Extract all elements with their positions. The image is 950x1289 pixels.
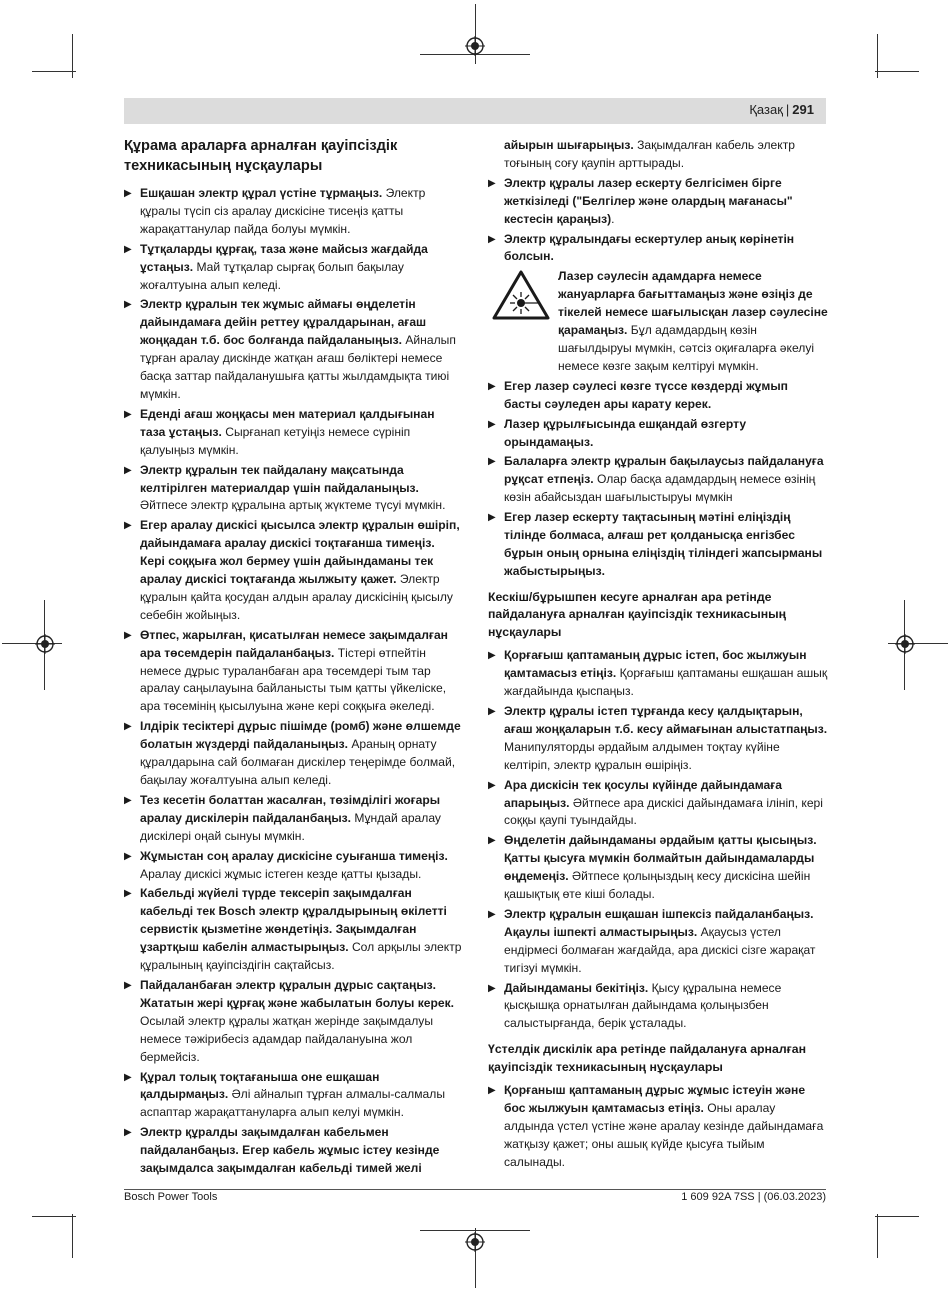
item-bold-text: Құрал толық тоқтағаныша оне ешқашан қалдырмаңыз. [140, 1069, 380, 1102]
page-number: 291 [792, 102, 814, 117]
registration-mark-icon [895, 634, 915, 654]
item-bold-text: Электр құралды зақымдалған кабельмен пайдаланбаңыз. Егер кабель жұмыс істеу кезінде зақымдалса зақымдалған кабельді тимей желі [140, 1125, 440, 1176]
list-item [124, 792, 462, 846]
item-text: Ақаусыз үстел ендірмесі болмаған жағдайда, ара дискісі сізге жарақат тигізуі мүмкін. [504, 924, 816, 975]
item-text: Олар басқа адамдардың немесе өзінің көзін абайсыздан шағылыстыруы мүмкін [504, 472, 816, 505]
header-text [749, 102, 814, 117]
bullet-icon: ▶ [124, 1071, 132, 1083]
left-column [124, 137, 462, 1180]
item-text: Манипуляторды әрдайым алдымен тоқтау күйіне келтіріп, электр құралын өшіріңіз. [504, 739, 780, 772]
registration-mark-icon [465, 36, 485, 56]
crop-mark [32, 1216, 76, 1217]
list-item [124, 885, 462, 975]
laser-warning-text: Бұл адамдардың көзін шағылдыруы мүмкін, сәтсіз оқиғаларға әкелуі немесе көзге зақым келтіруі мүмкін. [558, 323, 815, 373]
bullet-icon: ▶ [124, 520, 132, 532]
item-text: Араның орнату құралдарына сай болмаған дискілер теңерімде болмай, бақылау жоғалтуына алып келеді. [140, 737, 456, 787]
list-item [124, 1124, 462, 1178]
list-item [488, 1082, 828, 1172]
item-text: Осылай электр құралы жатқан жерінде зақымдалуы немесе тәжірибесіз адамдар пайдалануына жол бермейсіз. [140, 1013, 434, 1064]
bullet-icon: ▶ [488, 705, 496, 717]
item-text: Мұндай аралау дискілері оңай сынуы мүмкін. [140, 810, 441, 843]
item-bold-text: Пайдаланбаған электр құралын дұрыс сақтаңыз. Жататын жері құрғақ және жабылатын болуы керек. [140, 977, 455, 1010]
item-bold-text: Едендi ағаш жоңқасы мен материал қалдығынан таза ұстаңыз. [140, 406, 435, 439]
item-bold-text: Қорғағыш қаптаманың дұрыс істеп, бос жылжуын қамтамасыз етіңіз. [504, 648, 807, 681]
item-bold-text: Электр құралын тек пайдалану мақсатында келтірілген материалдар үшін пайдаланыңыз. [140, 462, 419, 495]
laser-warning-icon [492, 270, 550, 320]
bullet-icon: ▶ [488, 1085, 496, 1097]
bullet-icon: ▶ [124, 464, 132, 476]
item-text: Зақымдалған кабель электр тоғының соғу қаупін арттырады. [504, 138, 795, 170]
list-item [488, 647, 828, 701]
item-text: Май тұтқалар сырғақ болып бақылау жоғалтуына алып келеді. [140, 259, 404, 292]
registration-mark-icon [35, 634, 55, 654]
bullet-icon: ▶ [488, 908, 496, 920]
list-item [488, 509, 828, 581]
laser-warning-bold: Лазер сәулесін адамдарға немесе жануарларға бағыттамаңыз және өзіңіз де тікелей немесе шағылысқан лазер сәулесіне қарамаңыз. [558, 269, 828, 338]
item-text: Оны аралау алдында үстел үстіне және аралау кезінде дайындамаға жатқызу қажет; оны ашық күйде қысуға тыйым салынады. [504, 1101, 824, 1169]
list-item [488, 416, 828, 452]
list-item [124, 1069, 462, 1123]
bullet-icon: ▶ [124, 243, 132, 255]
item-text: Аралау дискісі жұмыс істеген кезде қатты қызады. [140, 866, 422, 881]
item-bold-text: Егер лазер сәулесі көзге түссе көздерді жұмып басты сәуледен ары карату керек. [504, 378, 788, 411]
list-item [124, 462, 462, 516]
safety-list [124, 185, 462, 1178]
item-bold-text: Ара дискісін тек қосулы күйінде дайындамаға апарыңыз. [504, 777, 783, 810]
safety-list [488, 175, 828, 267]
list-item [124, 627, 462, 717]
bullet-icon: ▶ [124, 629, 132, 641]
list-item [124, 977, 462, 1067]
continued-paragraph [488, 137, 828, 173]
item-text: Электр құралы түсіп сіз аралау дискісіне тисеңіз қатты жарақаттанулар пайда болуы мүмкін. [140, 186, 426, 236]
list-item [488, 378, 828, 414]
item-bold-text: Өңделетін дайындаманы әрдайым қатты қысыңыз. Қатты қысуға мүмкін болмайтын дайындамаларды өңдемеңіз. [504, 833, 817, 884]
bullet-icon: ▶ [124, 979, 132, 991]
item-text: Тістері өтпейтін немесе дұрыс тураланбаған ара төсемдері тым тар аралау саңылауына байланысты тым қатты үйкеліске, ара төсемінің қысылуына және кері соққыға әкеледі. [140, 645, 447, 714]
item-text: Электр құралын қайта қосудан алдын аралау дискісінің қысылу себебін жойыңыз. [140, 572, 453, 622]
right-column [488, 137, 828, 1174]
item-bold-text: Тұтқаларды құрғақ, таза және майсыз жағдайда ұстаңыз. [140, 241, 428, 274]
safety-list [488, 647, 828, 1033]
list-item [488, 703, 828, 775]
bullet-icon: ▶ [124, 188, 132, 199]
bullet-icon: ▶ [124, 794, 132, 806]
item-bold-text: Электр құралын ешқашан ішпексіз пайдаланбаңыз. Ақаулы ішпекті алмастырыңыз. [504, 906, 814, 939]
item-bold-text: Өтпес, жарылған, қисатылған немесе зақымдалған ара төсемдерін пайдаланбаңыз. [140, 627, 448, 660]
bullet-icon: ▶ [124, 721, 132, 733]
bullet-icon: ▶ [488, 835, 496, 847]
footer-rule [124, 1189, 826, 1190]
item-bold-text: Балаларға электр құралын бақылаусыз пайдалануға рұқсат етпеңіз. [504, 454, 824, 487]
item-text: Әйтпесе ара дискісі дайындамаға ілініп, кері соққы қаупі туындайды. [504, 795, 823, 828]
item-bold-text: Тез кесетін болаттан жасалған, төзімділігі жоғары аралау дискілерін пайдаланбаңыз. [140, 792, 441, 825]
crop-mark [877, 1214, 878, 1258]
item-bold-text: Егер лазер ескерту тақтасының мәтіні еліңіздің тілінде болмаса, алғаш рет қолданысқа енгізбес бұрын оның орнына еліңіздің тіліндегі жапсырманы жабыстырыңыз. [504, 510, 823, 578]
bullet-icon: ▶ [488, 380, 496, 392]
item-bold-text: Егер аралау дискісі қысылса электр құралын өшіріп, дайындамаға аралау дискісі тоқтағанша тимеңіз. Кері соққыға жол бермеу үшін дайындаманы тек аралау дискісі тоқтағанда жылжыту қажет. [140, 518, 460, 587]
list-item [488, 453, 828, 507]
crop-mark [72, 1214, 73, 1258]
safety-list [488, 1082, 828, 1172]
item-bold-text: Электр құралы лазер ескерту белгісімен бірге жеткізіледі ("Белгілер және олардың мағанасы" кестесін қараңыз) [504, 175, 793, 226]
item-text: Әлі айналып тұрған алмалы-салмалы аспаптар жарақаттануларға алып келуі мүмкін. [140, 1087, 446, 1120]
section-title: Үстелдік дискілік ара ретінде пайдалануға арналған қауіпсіздік техникасының нұсқаулары [488, 1042, 807, 1074]
header-language: Қазақ [749, 102, 783, 117]
registration-mark-icon [465, 1232, 485, 1252]
list-item [488, 777, 828, 831]
list-item [124, 296, 462, 403]
item-bold-text: Ілдірік тесіктері дұрыс пішімде (ромб) және өлшемде болатын жүздерді пайдаланыңыз. [140, 719, 461, 752]
item-bold-text: Қорғаныш қаптаманың дұрыс жұмыс істеуін және бос жылжуын қамтамасыз етіңіз. [504, 1083, 806, 1116]
item-text: Айналып тұрған аралау дискінде жатқан ағаш бөліктері немесе басқа заттар пайдаланушыға қатты жылдамдықта тиюі мүмкін. [140, 333, 456, 401]
item-bold-text: Ешқашан электр құрал үстіне тұрмаңыз. [140, 186, 383, 200]
item-text: Қысу құралына немесе қысқышқа орнатылған дайындама қолыңызбен салыстырғанда, берік ұсталады. [504, 980, 782, 1031]
safety-list [488, 378, 828, 581]
list-item [124, 185, 462, 239]
list-item [488, 906, 828, 978]
bullet-icon: ▶ [488, 456, 496, 468]
item-text: Әйтпесе қолыңыздың кесу дискісіна шейін қашықтық өте кіші болады. [504, 869, 811, 902]
item-bold-text: Дайындаманы бекітіңіз. [504, 980, 649, 995]
item-text: . [611, 211, 615, 226]
item-text: Қорғағыш қаптаманы ешқашан ашық жағдайында қыспаңыз. [504, 666, 828, 699]
section-title: Кескіш/бұрышпен кесуге арналған ара ретінде пайдалануға арналған қауіпсіздік техникасының нұсқаулары [488, 589, 787, 639]
item-bold-text: Электр құралын тек жұмыс аймағы өңделетін дайындамаға дейін реттеу құралдарынан, ағаш жоңқадан т.б. бос болғанда пайдаланыңыз. [140, 297, 427, 348]
footer-doc-number: 1 609 92A 7SS | (06.03.2023) [681, 1191, 826, 1203]
item-bold-text: Электр құралындағы ескертулер анық көрінетін болсын. [504, 231, 795, 264]
item-bold-text: Электр құралы істеп тұрғанда кесу қалдықтарын, ағаш жоңқаларын т.б. кесу аймағынан алыстатпаңыз. [504, 703, 828, 736]
item-bold-text: Кабельді жүйелі түрде тексеріп зақымдалған кабельді тек Bosch электр құралдырының өкілетті сервистік қызметіне жөндетіңіз. Зақымдалған ұзартқыш кабелін алмастырыңыз. [140, 886, 447, 955]
bullet-icon: ▶ [488, 177, 496, 189]
item-bold-text: Лазер құрылғысында ешқандай өзгерту орындамаңыз. [504, 416, 747, 449]
footer-brand: Bosch Power Tools [124, 1191, 218, 1203]
bullet-icon: ▶ [488, 418, 496, 430]
crop-mark [875, 71, 919, 72]
list-item [488, 832, 828, 904]
list-item [488, 231, 828, 267]
item-text: Әйтпесе электр құралына артық жүктеме түсуі мүмкін. [140, 498, 446, 513]
section-title: Құрама араларға арналған қауіпсіздік техникасының нұсқаулары [124, 138, 398, 174]
bullet-icon: ▶ [124, 408, 132, 420]
laser-warning [488, 268, 828, 375]
list-item [124, 848, 462, 884]
crop-mark [32, 71, 76, 72]
crop-mark [875, 1216, 919, 1217]
bullet-icon: ▶ [124, 299, 132, 311]
crop-mark [420, 1230, 530, 1231]
bullet-icon: ▶ [124, 850, 132, 862]
item-bold-text: айырын шығарыңыз. [504, 138, 634, 152]
bullet-icon: ▶ [124, 888, 132, 900]
list-item [124, 718, 462, 790]
item-text: Сол арқылы электр құралының қауіпсіздігін сақтайсыз. [140, 940, 462, 973]
list-item [488, 175, 828, 229]
bullet-icon: ▶ [488, 233, 496, 245]
item-text: Сырғанап кетуіңіз немесе сүрініп қалуыңыз мүмкін. [140, 424, 411, 457]
list-item [124, 406, 462, 460]
bullet-icon: ▶ [488, 982, 496, 994]
bullet-icon: ▶ [488, 512, 496, 524]
list-item [124, 241, 462, 295]
list-item [488, 980, 828, 1034]
list-item [124, 517, 462, 624]
header-separator: | [785, 102, 790, 117]
page-header [124, 98, 826, 124]
item-bold-text: Жұмыстан соң аралау дискісіне суығанша тимеңіз. [140, 848, 448, 863]
bullet-icon: ▶ [488, 650, 496, 662]
bullet-icon: ▶ [124, 1127, 132, 1139]
bullet-icon: ▶ [488, 779, 496, 791]
